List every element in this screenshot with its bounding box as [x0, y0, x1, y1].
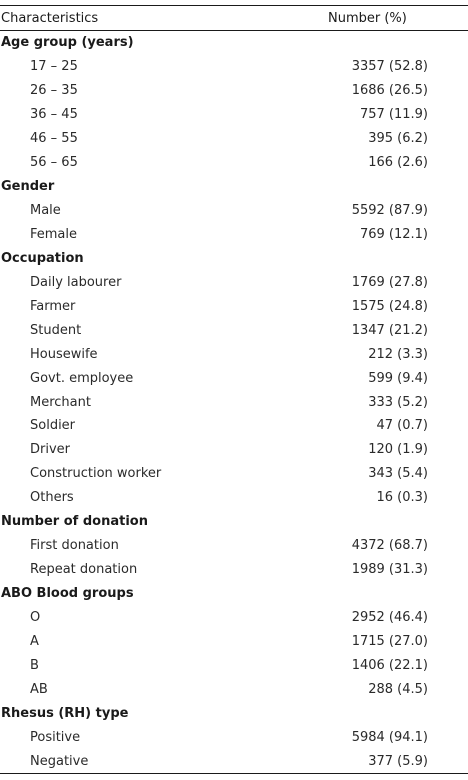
row-label: A: [30, 633, 39, 649]
table-row: [0, 318, 468, 342]
row-value: 1989 (31.3): [351, 562, 428, 578]
row-value: 1715 (27.0): [351, 633, 428, 649]
row-value: 395 (6.2): [368, 131, 428, 147]
table-row: [0, 486, 468, 510]
table-row: [0, 534, 468, 558]
row-value: 166 (2.6): [368, 155, 428, 171]
section-row: [0, 175, 468, 199]
row-label: 36 – 45: [30, 107, 78, 123]
row-value: 4372 (68.7): [351, 538, 428, 554]
row-value: 1769 (27.8): [351, 274, 428, 290]
row-label: 56 – 65: [30, 155, 78, 171]
table-row: [0, 653, 468, 677]
table-body: [0, 31, 468, 773]
row-value: 5592 (87.9): [351, 203, 428, 219]
table-row: [0, 127, 468, 151]
row-value: 16 (0.3): [376, 490, 428, 506]
row-label: Negative: [30, 753, 89, 769]
table-row: [0, 749, 468, 773]
table-row: [0, 558, 468, 582]
row-value: 212 (3.3): [368, 346, 428, 362]
top-rule: [0, 0, 468, 6]
table-row: [0, 79, 468, 103]
row-value: 757 (11.9): [359, 107, 428, 123]
section-title: Rhesus (RH) type: [1, 705, 129, 721]
section-title: ABO Blood groups: [1, 586, 134, 602]
row-label: B: [30, 657, 39, 673]
table-row: [0, 294, 468, 318]
row-value: 1347 (21.2): [351, 322, 428, 338]
row-label: Housewife: [30, 346, 98, 362]
table-row: [0, 223, 468, 247]
table-row: [0, 151, 468, 175]
section-row: [0, 31, 468, 55]
table-row: [0, 103, 468, 127]
row-label: Repeat donation: [30, 562, 138, 578]
table-row: [0, 270, 468, 294]
row-value: 1686 (26.5): [351, 83, 428, 99]
section-row: [0, 246, 468, 270]
section-title: Gender: [1, 179, 55, 195]
row-label: First donation: [30, 538, 119, 554]
row-label: Student: [30, 322, 82, 338]
row-value: 599 (9.4): [368, 370, 428, 386]
row-label: Female: [30, 226, 78, 242]
row-label: O: [30, 609, 41, 625]
row-label: Construction worker: [30, 466, 162, 482]
table-row: [0, 677, 468, 701]
table-row: [0, 438, 468, 462]
section-row: [0, 582, 468, 606]
row-value: 1575 (24.8): [351, 298, 428, 314]
row-value: 333 (5.2): [368, 394, 428, 410]
table-row: [0, 462, 468, 486]
row-label: Farmer: [30, 298, 76, 314]
table-row: [0, 390, 468, 414]
row-value: 769 (12.1): [359, 226, 428, 242]
header-number-percent: Number (%): [328, 10, 407, 26]
table-row: [0, 414, 468, 438]
row-label: Daily labourer: [30, 274, 122, 290]
table-row: [0, 366, 468, 390]
table-row: [0, 725, 468, 749]
row-label: Others: [30, 490, 74, 506]
table-row: [0, 606, 468, 630]
section-title: Age group (years): [1, 35, 134, 51]
row-label: Merchant: [30, 394, 91, 410]
row-label: Positive: [30, 729, 81, 745]
table-header: [0, 6, 468, 31]
row-label: 17 – 25: [30, 59, 78, 75]
row-label: Soldier: [30, 418, 76, 434]
row-label: AB: [30, 681, 48, 697]
table-row: [0, 342, 468, 366]
table-row: [0, 629, 468, 653]
row-value: 377 (5.9): [368, 753, 428, 769]
section-title: Number of donation: [1, 514, 148, 530]
row-value: 343 (5.4): [368, 466, 428, 482]
row-value: 1406 (22.1): [351, 657, 428, 673]
section-title: Occupation: [1, 250, 84, 266]
header-characteristics: Characteristics: [1, 10, 99, 26]
row-value: 47 (0.7): [376, 418, 428, 434]
row-label: 46 – 55: [30, 131, 78, 147]
section-row: [0, 510, 468, 534]
row-value: 120 (1.9): [368, 442, 428, 458]
row-label: Driver: [30, 442, 71, 458]
table-row: [0, 199, 468, 223]
row-value: 3357 (52.8): [351, 59, 428, 75]
row-label: 26 – 35: [30, 83, 78, 99]
table-row: [0, 55, 468, 79]
row-value: 288 (4.5): [368, 681, 428, 697]
row-label: Male: [30, 203, 61, 219]
row-value: 5984 (94.1): [351, 729, 428, 745]
section-row: [0, 701, 468, 725]
row-value: 2952 (46.4): [351, 609, 428, 625]
bottom-rule: [0, 773, 468, 774]
row-label: Govt. employee: [30, 370, 134, 386]
